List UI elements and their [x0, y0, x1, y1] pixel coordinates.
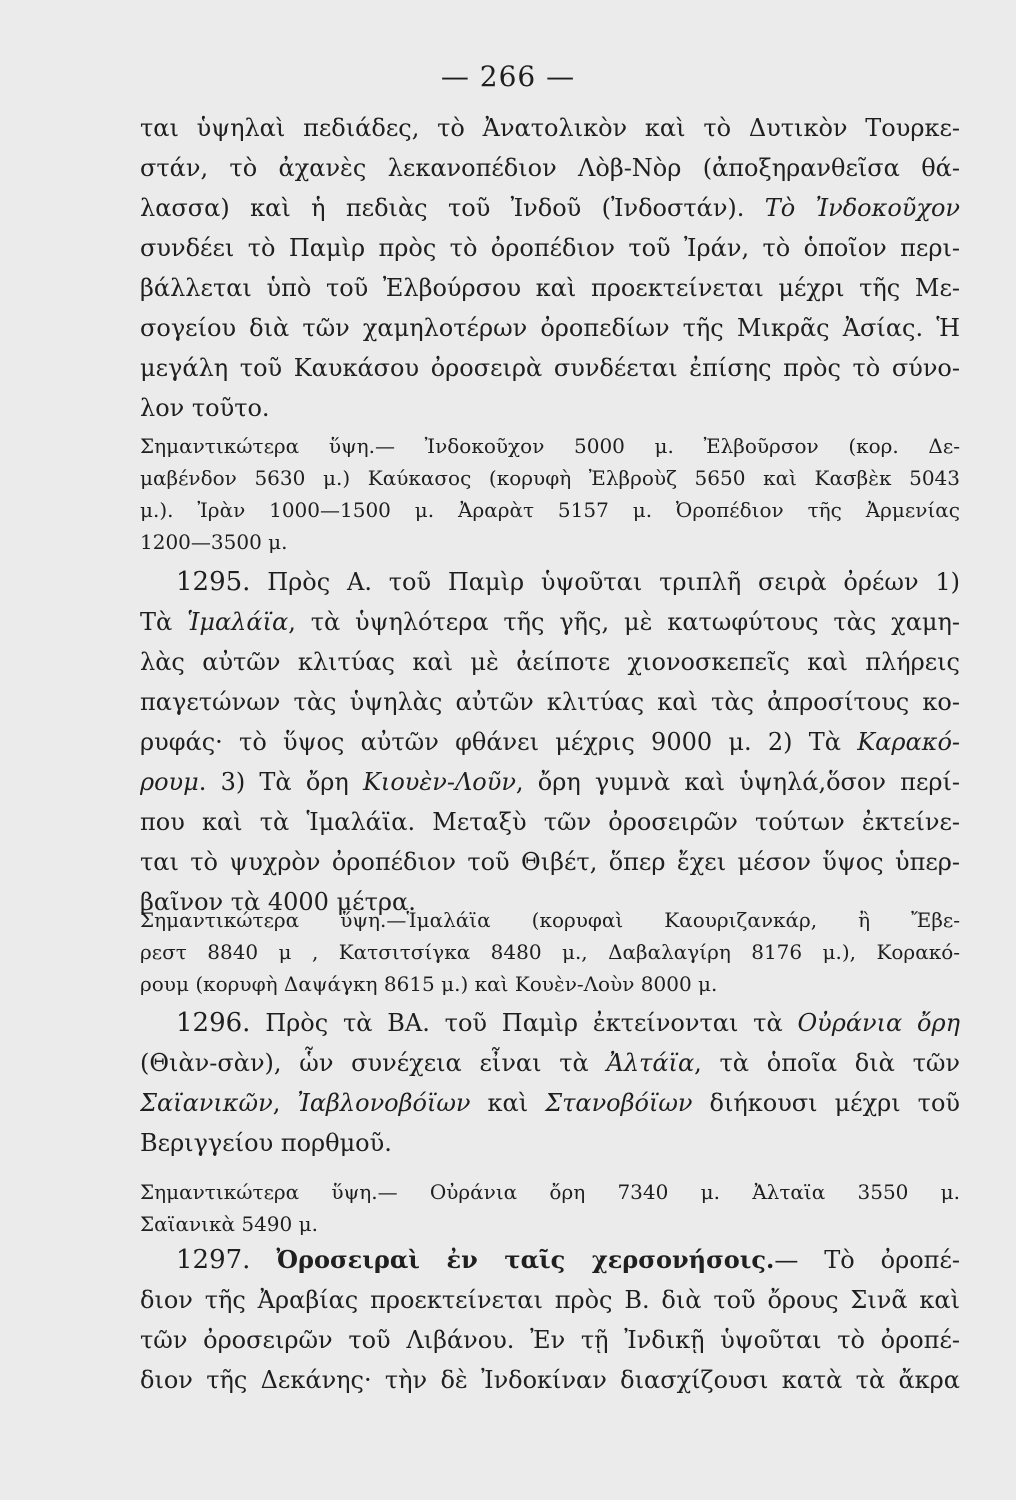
text-span-italic: Ἱμαλάϊα	[187, 608, 289, 636]
text-span-italic: Οὐράνια ὄρη	[797, 1009, 960, 1037]
text-span: , ὄρη γυμνὰ καὶ ὑψηλά,ὅσον περί-	[515, 768, 960, 796]
text-span-italic: Ἰαβλονοβόϊων	[297, 1089, 471, 1117]
text-line	[140, 602, 960, 642]
text-line: λον τοῦτο.	[140, 394, 270, 422]
text-line: Βεριγγείου πορθμοῦ.	[140, 1129, 392, 1157]
text-span-italic: ρουμ	[140, 768, 199, 796]
text-span: ,	[272, 1089, 298, 1117]
text-span: , τὰ ὑψηλότερα τῆς γῆς, μὲ κατωφύτους τὰς χαμη-	[288, 608, 960, 636]
text-line	[140, 1043, 960, 1083]
text-line: που καὶ τὰ Ἱμαλάϊα. Μεταξὺ τῶν ὀροσειρῶν τούτων ἐκτείνε-	[140, 808, 960, 836]
text-line: βάλλεται ὑπὸ τοῦ Ἐλβούρσου καὶ προεκτείνεται μέχρι τῆς Με-	[140, 274, 960, 302]
note-heights-2	[140, 904, 960, 1000]
text-span-italic: Σαϊανικῶν	[140, 1089, 273, 1117]
note-line: μαβένδον 5630 μ.) Καύκασος (κορυφὴ Ἐλβροὺζ 5650 καὶ Κασβὲκ 5043	[140, 466, 960, 490]
section-heading: Ὀροσειραὶ ἐν ταῖς χερσονήσοις.	[276, 1245, 775, 1274]
text-line: διον τῆς Δεκάνης· τὴν δὲ Ἰνδοκίναν διασχίζουσι κατὰ τὰ ἄκρα	[140, 1366, 960, 1394]
page-number: — 266 —	[440, 60, 576, 93]
text-line	[140, 1003, 960, 1043]
text-span-italic: Τὸ Ἰνδοκοῦχον	[764, 194, 960, 222]
section-1296	[140, 1003, 960, 1163]
paragraph-continuation	[140, 108, 960, 428]
text-line: μεγάλη τοῦ Καυκάσου ὀροσειρὰ συνδέεται ἐπίσης πρὸς τὸ σύνο-	[140, 354, 960, 382]
note-line: Σημαντικώτερα ὕψη.—Ἱμαλάϊα (κορυφαὶ Καουριζανκάρ, ἢ Ἔβε-	[140, 908, 960, 932]
text-span: — Τὸ ὀροπέ-	[774, 1246, 960, 1274]
text-line	[140, 762, 960, 802]
note-line: Σαϊανικὰ 5490 μ.	[140, 1212, 318, 1236]
section-1295	[140, 562, 960, 922]
text-span: Πρὸς τὰ ΒΑ. τοῦ Παμὶρ ἐκτείνονται τὰ	[265, 1009, 798, 1037]
note-line: μ.). Ἰρὰν 1000—1500 μ. Ἀραρὰτ 5157 μ. Ὀροπέδιον τῆς Ἀρμενίας	[140, 498, 960, 522]
text-line	[140, 188, 960, 228]
text-line: λὰς αὐτῶν κλιτύας καὶ μὲ ἀείποτε χιονοσκεπεῖς καὶ πλήρεις	[140, 648, 960, 676]
text-line	[140, 722, 960, 762]
text-line	[140, 562, 960, 602]
text-span: καὶ	[470, 1089, 546, 1117]
text-span-italic: Καρακό-	[857, 728, 960, 756]
note-line: ρουμ (κορυφὴ Δαψάγκη 8615 μ.) καὶ Κουὲν-Λοὺν 8000 μ.	[140, 972, 718, 996]
note-line: Σημαντικώτερα ὕψη.— Οὐράνια ὄρη 7340 μ. Ἀλταϊα 3550 μ.	[140, 1180, 960, 1204]
text-span: (Θιὰν-σὰν), ὧν συνέχεια εἶναι τὰ	[140, 1049, 607, 1077]
note-heights-3	[140, 1176, 960, 1240]
text-span: Πρὸς Α. τοῦ Παμὶρ ὑψοῦται τριπλῆ σειρὰ ὀρέων 1)	[267, 568, 960, 596]
text-span: , τὰ ὁποῖα διὰ τῶν	[694, 1049, 960, 1077]
text-span: ρυφάς· τὸ ὕψος αὐτῶν φθάνει μέχρις 9000 μ. 2) Τὰ	[140, 728, 858, 756]
text-line: παγετώνων τὰς ὑψηλὰς αὐτῶν κλιτύας καὶ τὰς ἀπροσίτους κο-	[140, 688, 960, 716]
text-span: διήκουσι μέχρι τοῦ	[692, 1089, 960, 1117]
text-line: βαῖνον τὰ 4000 μέτρα.	[140, 888, 416, 916]
text-span-italic: Ἀλτάϊα	[606, 1049, 695, 1077]
section-1297	[140, 1240, 960, 1400]
text-span-italic: Κιουὲν-Λοῦν	[363, 768, 516, 796]
text-line: συνδέει τὸ Παμὶρ πρὸς τὸ ὀροπέδιον τοῦ Ἰράν, τὸ ὁποῖον περι-	[140, 234, 960, 262]
text-line: διον τῆς Ἀραβίας προεκτείνεται πρὸς Β. διὰ τοῦ ὄρους Σινᾶ καὶ	[140, 1286, 960, 1314]
text-span-italic: Στανοβόϊων	[545, 1089, 693, 1117]
text-line	[140, 1240, 960, 1280]
text-span: Τὰ	[140, 608, 188, 636]
note-line: ρεστ 8840 μ , Κατσιτσίγκα 8480 μ., Δαβαλαγίρη 8176 μ.), Κορακό-	[140, 940, 960, 964]
text-line: σογείου διὰ τῶν χαμηλοτέρων ὀροπεδίων τῆς Μικρᾶς Ἀσίας. Ἡ	[140, 314, 960, 342]
section-number: 1296.	[176, 1008, 251, 1038]
section-number: 1295.	[176, 567, 251, 597]
note-line: 1200—3500 μ.	[140, 530, 288, 554]
note-heights-1	[140, 430, 960, 558]
text-line	[140, 1083, 960, 1123]
note-line: Σημαντικώτερα ὕψη.— Ἰνδοκοῦχον 5000 μ. Ἐλβοῦρσον (κορ. Δε-	[140, 434, 960, 458]
text-line: στάν, τὸ ἀχανὲς λεκανοπέδιον Λὸβ-Νὸρ (ἀποξηρανθεῖσα θά-	[140, 154, 960, 182]
section-number: 1297.	[176, 1245, 251, 1275]
text-line: τῶν ὀροσειρῶν τοῦ Λιβάνου. Ἐν τῇ Ἰνδικῇ ὑψοῦται τὸ ὀροπέ-	[140, 1326, 960, 1354]
text-line: ται ὑψηλαὶ πεδιάδες, τὸ Ἀνατολικὸν καὶ τὸ Δυτικὸν Τουρκε-	[140, 114, 960, 142]
text-line: ται τὸ ψυχρὸν ὀροπέδιον τοῦ Θιβέτ, ὅπερ ἔχει μέσον ὕψος ὑπερ-	[140, 848, 960, 876]
text-span: . 3) Τὰ ὄρη	[198, 768, 363, 796]
text-span: λασσα) καὶ ἡ πεδιὰς τοῦ Ἰνδοῦ (Ἰνδοστάν).	[140, 194, 745, 222]
